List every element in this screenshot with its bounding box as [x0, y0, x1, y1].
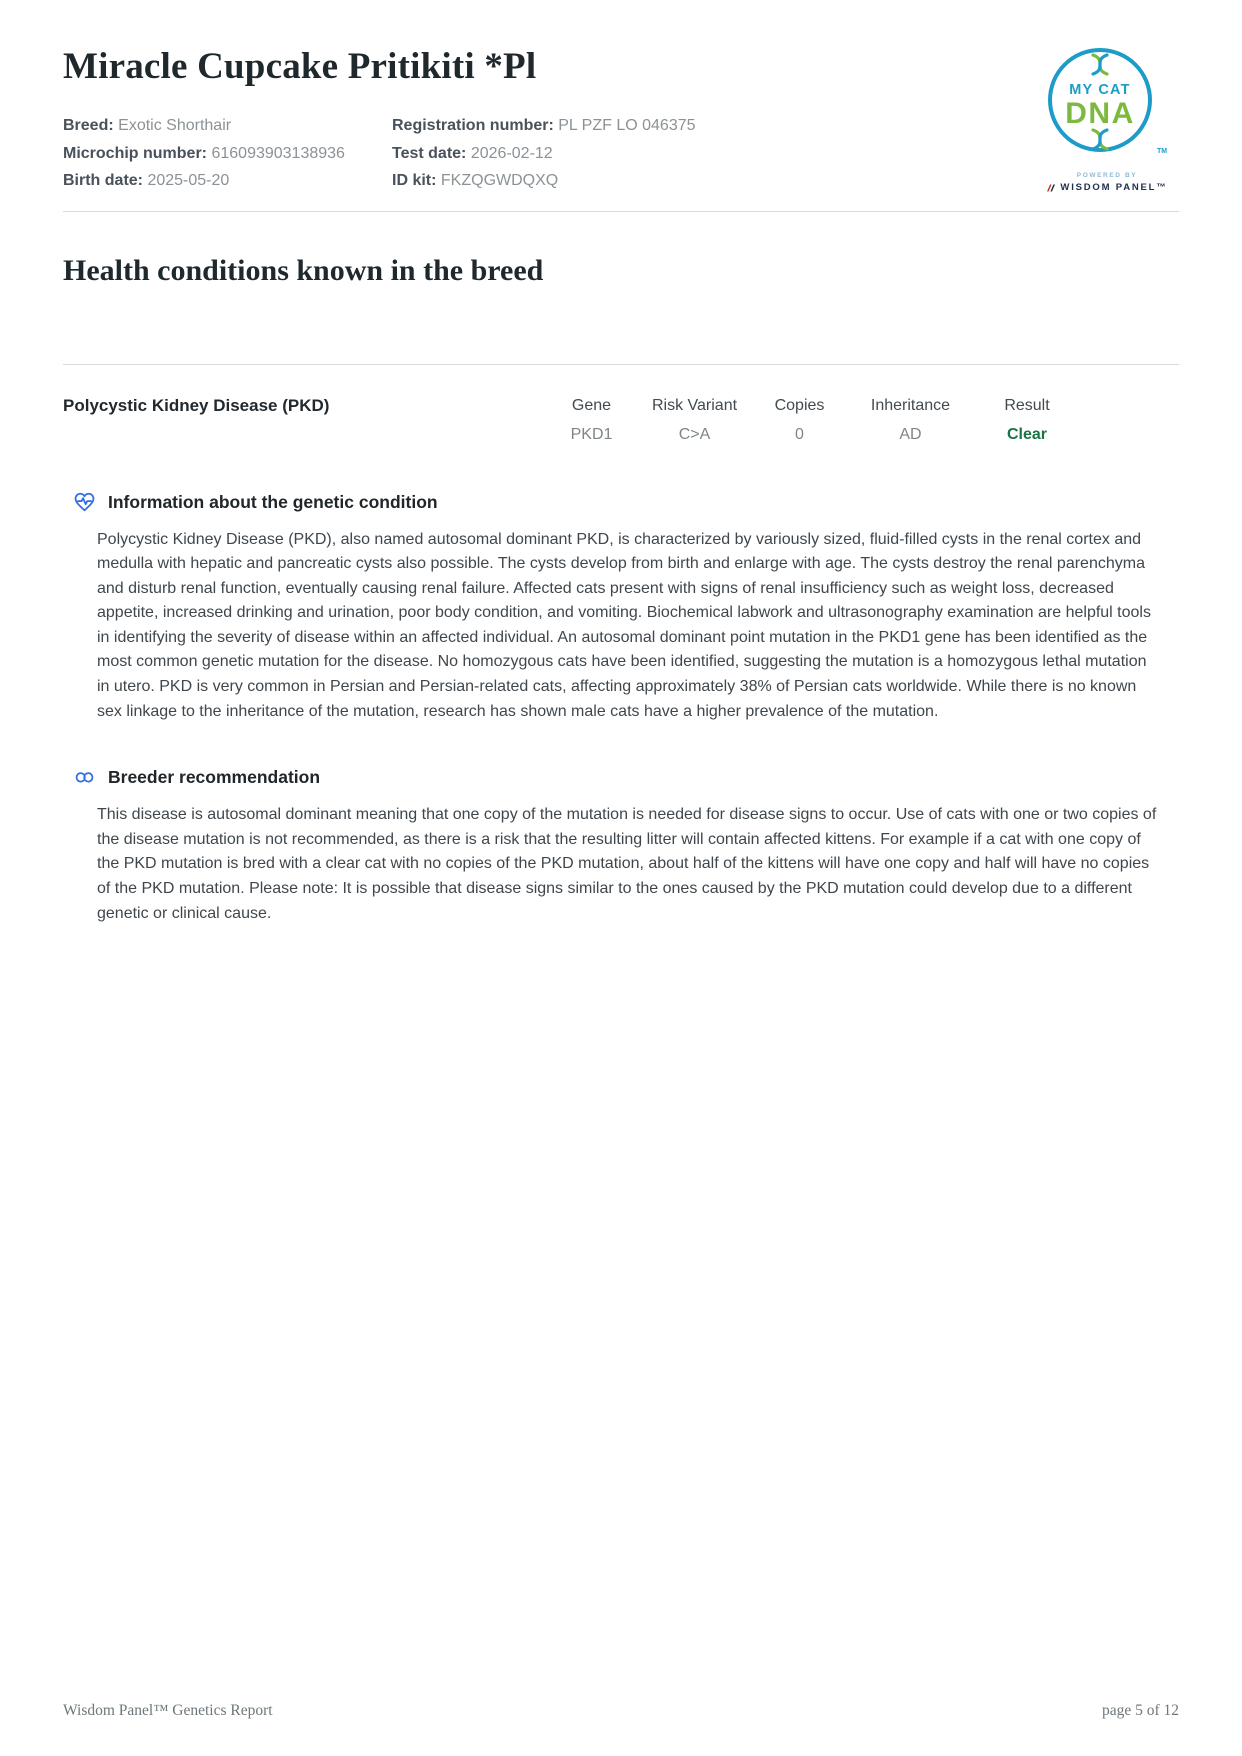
powered-by-label: POWERED BY	[1076, 172, 1138, 179]
meta-birth-date	[63, 167, 392, 195]
meta-id-kit-label: ID kit:	[392, 172, 437, 189]
section-heading: Health conditions known in the breed	[63, 253, 544, 287]
meta-breed	[63, 112, 392, 140]
wisdom-panel-mark-icon	[1046, 183, 1056, 193]
dna-helix-top-icon	[1093, 55, 1107, 74]
meta-test-date	[392, 140, 696, 168]
column-risk-variant-value: C>A	[678, 425, 711, 443]
logo-my-cat-text: MY CAT	[1069, 82, 1131, 98]
wisdom-panel-brand-text: WISDOM PANEL™	[1060, 182, 1168, 193]
column-inheritance-header: Inheritance	[870, 396, 951, 414]
condition-table-row	[63, 365, 1179, 445]
yarn-loops-icon	[71, 764, 97, 790]
column-copies-value: 0	[795, 425, 804, 443]
column-inheritance	[853, 396, 968, 445]
column-risk-variant	[643, 396, 746, 445]
meta-registration-value: PL PZF LO 046375	[558, 117, 696, 134]
powered-by-block	[1032, 172, 1182, 193]
meta-id-kit-value: FKZQGWDQXQ	[440, 172, 559, 189]
meta-microchip-value: 616093903138936	[211, 144, 345, 162]
column-gene	[540, 396, 643, 445]
column-gene-value: PKD1	[570, 425, 613, 443]
mycatdna-badge	[1044, 46, 1170, 158]
page-footer	[63, 1702, 1179, 1720]
breeder-recommendation-section	[63, 764, 1179, 926]
meta-breed-value: Exotic Shorthair	[118, 117, 232, 134]
breeder-section-body: This disease is autosomal dominant meaning that one copy of the mutation is needed for disease signs to occur. Use of cats with one or two copies of the disease mutation is not recommended, as there is a risk that the resulting litter will contain affected kittens. For example if a cat with one copy of the PKD mutation is bred with a clear cat with no copies of the PKD mutation, about half of the kittens will have one copy and half will have no copies of the PKD mutation. Please note: It is possible that disease signs similar to the ones caused by the PKD mutation could develop due to a different genetic or clinical cause.	[97, 806, 1157, 922]
meta-test-date-value: 2026-02-12	[470, 144, 553, 162]
column-copies	[746, 396, 853, 445]
column-gene-header: Gene	[571, 396, 612, 414]
meta-microchip	[63, 140, 392, 168]
page-title: Miracle Cupcake Pritikiti *Pl	[63, 46, 537, 87]
info-section-header	[63, 489, 1179, 515]
mycatdna-logo-block	[1032, 46, 1182, 193]
meta-breed-label: Breed:	[63, 117, 114, 134]
meta-birth-date-value: 2025-05-20	[147, 172, 230, 189]
breeder-section-header	[63, 764, 1179, 790]
meta-id-kit	[392, 167, 696, 195]
footer-page-number: page 5 of 12	[1101, 1702, 1179, 1719]
meta-microchip-label: Microchip number:	[63, 144, 208, 162]
condition-columns	[540, 396, 1086, 445]
condition-name: Polycystic Kidney Disease (PKD)	[63, 395, 330, 415]
logo-dna-text: DNA	[1065, 97, 1135, 130]
footer-report-name: Wisdom Panel™ Genetics Report	[63, 1702, 273, 1719]
header-divider	[63, 211, 1179, 212]
column-copies-header: Copies	[774, 396, 825, 414]
pet-meta-left-column	[63, 112, 392, 195]
column-result	[968, 396, 1086, 445]
meta-registration	[392, 112, 696, 140]
info-section-body: Polycystic Kidney Disease (PKD), also named autosomal dominant PKD, is characterized by variously sized, fluid-filled cysts in the renal cortex and medulla with hepatic and pancreatic cysts also possible. The cysts develop from birth and enlarge with age. The cysts destroy the renal parenchyma and disturb renal function, eventually causing renal failure. Affected cats present with signs of renal insufficiency such as weight loss, decreased appetite, increased drinking and urination, poor body condition, and vomiting. Biochemical labwork and ultrasonography examination are helpful tools in identifying the severity of disease within an affected individual. An autosomal dominant point mutation in the PKD1 gene has been identified as the most common genetic mutation for the disease. No homozygous cats have been identified, suggesting the mutation is a homozygous lethal mutation in utero. PKD is very common in Persian and Persian-related cats, affecting approximately 38% of Persian cats worldwide. While there is no known sex linkage to the inheritance of the mutation, research has shown male cats have a higher prevalence of the mutation.	[97, 530, 1151, 720]
column-inheritance-value: AD	[899, 425, 922, 443]
column-result-header: Result	[1004, 396, 1050, 414]
breeder-section-title: Breeder recommendation	[108, 767, 321, 788]
heart-pulse-icon	[71, 489, 97, 515]
column-risk-variant-header: Risk Variant	[651, 396, 738, 414]
meta-birth-date-label: Birth date:	[63, 172, 143, 189]
info-section-title: Information about the genetic condition	[108, 491, 438, 512]
meta-registration-label: Registration number:	[392, 117, 554, 134]
pet-meta	[63, 112, 1179, 195]
result-clear-badge: Clear	[1006, 425, 1048, 443]
dna-helix-bottom-icon	[1093, 130, 1107, 149]
genetic-condition-info-section	[63, 489, 1179, 725]
logo-tm-mark: TM	[1157, 148, 1168, 155]
pet-meta-right-column	[392, 112, 696, 195]
meta-test-date-label: Test date:	[392, 144, 467, 162]
